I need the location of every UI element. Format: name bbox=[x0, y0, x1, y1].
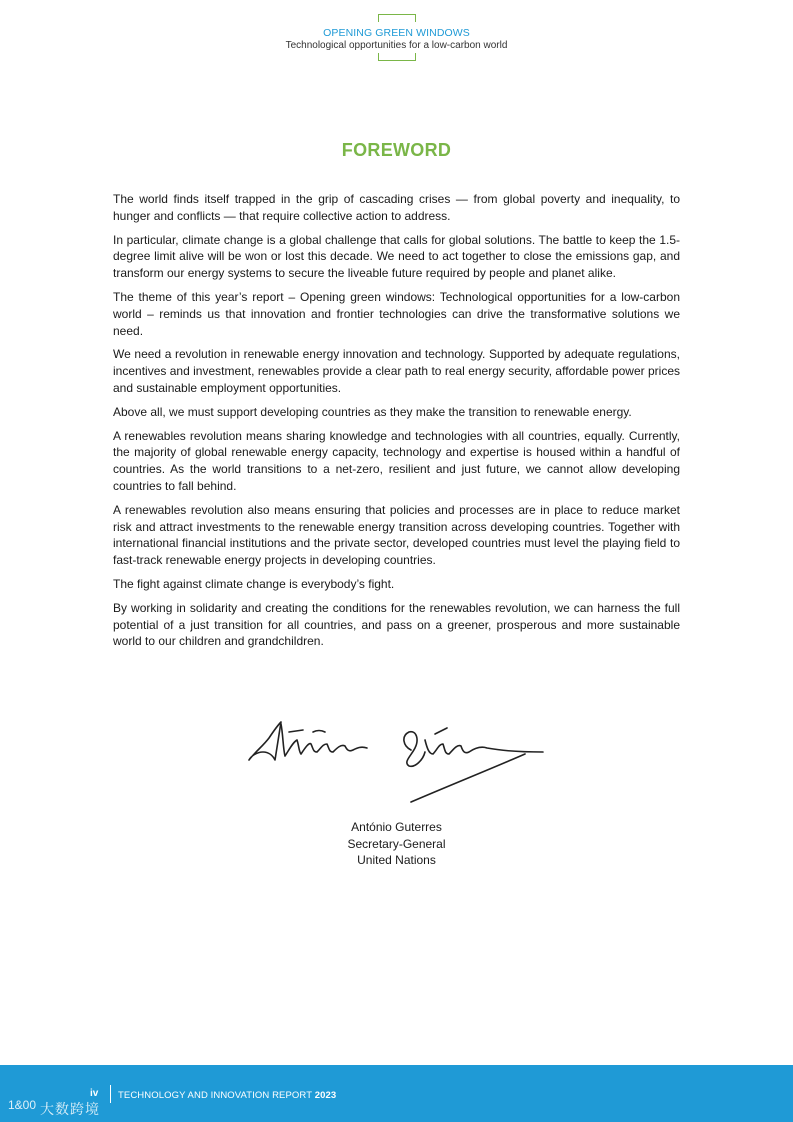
footer-bar bbox=[0, 1065, 793, 1122]
footer-divider bbox=[110, 1085, 111, 1103]
paragraph-6: A renewables revolution means sharing knowledge and technologies with all countries, equally. Currently, the majority of global renewable energy capacity, technology and expertise is housed within a handful of countries. As the world transitions to a net-zero, resilient and just future, we cannot allow developing countries to fall behind. bbox=[113, 428, 680, 493]
footer-title-text: TECHNOLOGY AND INNOVATION REPORT bbox=[118, 1090, 312, 1101]
paragraph-8: The fight against climate change is everybody’s fight. bbox=[113, 576, 395, 591]
signatory-organization: United Nations bbox=[357, 853, 436, 868]
header-subtitle: Technological opportunities for a low-carbon world bbox=[285, 40, 508, 51]
paragraph-9: By working in solidarity and creating the conditions for the renewables revolution, we can harness the full potential of a just transition for all countries, and pass on a greener, prosperous and more sustainable world to our children and grandchildren. bbox=[113, 600, 680, 649]
footer-report-title bbox=[118, 1090, 336, 1101]
paragraph-3: The theme of this year’s report – Opening green windows: Technological opportunities for a low-carbon world – reminds us that innovation and frontier technologies can drive the transformative solutions we need. bbox=[113, 289, 680, 338]
footer-year: 2023 bbox=[314, 1090, 337, 1101]
page-title: FOREWORD bbox=[341, 140, 452, 160]
page-number: iv bbox=[90, 1088, 99, 1099]
signatory-role: Secretary-General bbox=[347, 836, 446, 851]
paragraph-7: A renewables revolution also means ensuring that policies and processes are in place to reduce market risk and attract investments to the renewable energy transition across developing countries. Together with international financial institutions and the private sector, developed countries must level the playing field to fast-track renewable energy projects in developing countries. bbox=[113, 502, 680, 568]
paragraph-2: In particular, climate change is a global challenge that calls for global solutions. The battle to keep the 1.5-degree limit alive will be won or lost this decade. We need to act together to close the emissions gap, and transform our energy systems to secure the liveable future required by people and planet alike. bbox=[113, 232, 680, 281]
paragraph-4: We need a revolution in renewable energy innovation and technology. Supported by adequate regulations, incentives and investment, renewables provide a clear path to real energy security, affordable power prices and sustainable employment opportunities. bbox=[113, 347, 680, 395]
signatory-block bbox=[0, 819, 793, 869]
signatory-name: António Guterres bbox=[351, 820, 442, 834]
paragraph-1: The world finds itself trapped in the grip of cascading crises — from global poverty and inequality, to hunger and conflicts — that require collective action to address. bbox=[113, 192, 680, 223]
watermark-sign: 1&00 bbox=[8, 1098, 37, 1112]
header-bracket-top bbox=[378, 14, 416, 22]
handwritten-signature bbox=[243, 712, 548, 808]
header-title: OPENING GREEN WINDOWS bbox=[323, 27, 470, 39]
paragraph-5: Above all, we must support developing countries as they make the transition to renewable energy. bbox=[113, 404, 632, 419]
foreword-body bbox=[113, 191, 680, 657]
header-bracket-bottom bbox=[378, 53, 416, 61]
watermark-text: 大数跨境 bbox=[40, 1101, 100, 1117]
